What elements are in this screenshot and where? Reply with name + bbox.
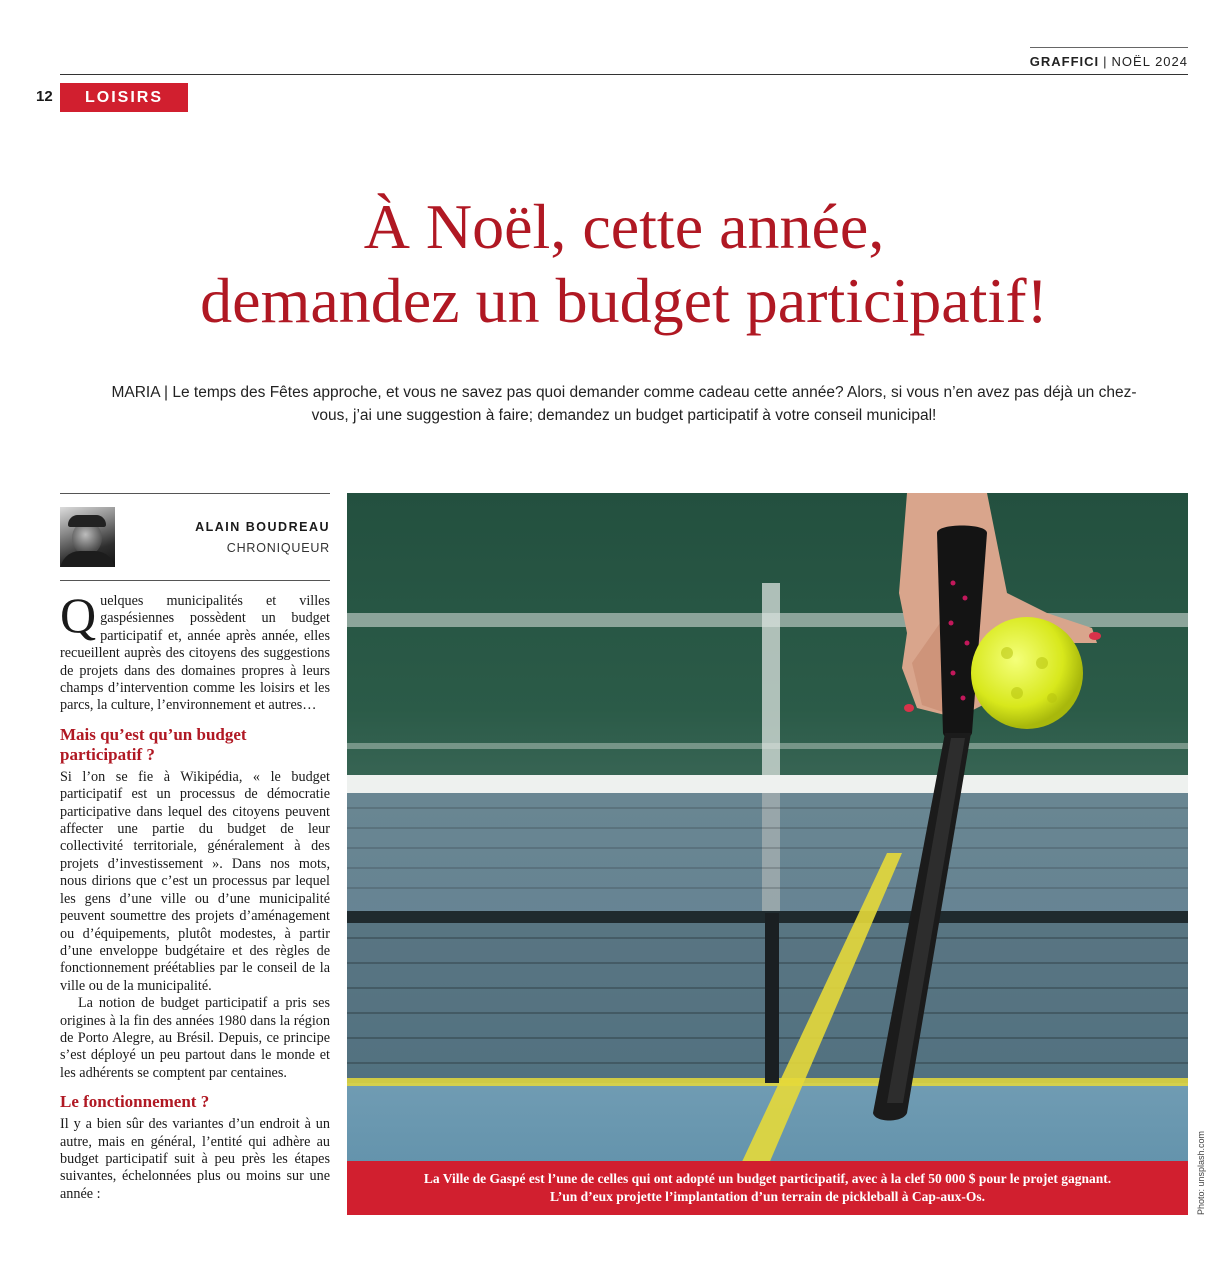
origins-paragraph: La notion de budget participatif a pris ses origines à la fin des années 1980 dans la région de Porto Alegre, au Brésil. Depuis, ce principe s’est déployé un peu partout dans le monde et les adhérents se comptent par centaines. xyxy=(60,995,330,1081)
headline-line-1: À Noël, cette année, xyxy=(363,191,885,262)
headline xyxy=(60,190,1188,338)
subhead-functioning: Le fonctionnement ? xyxy=(60,1092,210,1112)
masthead-separator: | xyxy=(1103,54,1108,69)
headline-line-2: demandez un budget participatif! xyxy=(200,265,1048,336)
definition-paragraph: Si l’on se fie à Wikipédia, « le budget participatif est un processus de démocratie participative dans lequel des citoyens peuvent affecter une partie du budget de leur collectivité territoriale, généralement à des projets d’investissement ». Dans nos mots, nous dirions que c’est un processus par lequel les gens d’une ville ou d’une municipalité peuvent soumettre des projets d’aménagement ou d’équipements, plutôt modestes, à partir d’une enveloppe budgétaire et des règles de fonctionnement préétablies par le conseil de la ville ou de la municipalité. xyxy=(60,768,330,994)
subhead-definition: Mais qu’est qu’un budget participatif ? xyxy=(60,724,247,764)
author-role: CHRONIQUEUR xyxy=(226,541,330,555)
byline-rule-bottom xyxy=(60,580,330,581)
article-body xyxy=(60,587,330,1203)
author-name: ALAIN BOUDREAU xyxy=(195,520,330,534)
header-rule xyxy=(60,74,1188,75)
intro-paragraph xyxy=(60,587,330,715)
photo-credit: Photo: unsplash.com xyxy=(1196,1130,1206,1215)
byline-rule-top xyxy=(60,493,330,494)
author-avatar xyxy=(60,507,115,567)
avatar-body xyxy=(60,551,115,567)
caption-line-1: La Ville de Gaspé est l’une de celles qui ont adopté un budget participatif, avec à la clef 50 000 $ pour le projet gagnant. xyxy=(423,1171,1112,1186)
intro-text: uelques municipalités et villes gaspésiennes possèdent un budget participatif et, année après année, elles recueillent auprès des citoyens des suggestions de projets dans des domaines propres à leurs champs d’intervention comme les loisirs et les parcs, la culture, l’environnement et autres… xyxy=(60,593,330,714)
page-number: 12 xyxy=(36,88,53,105)
functioning-paragraph: Il y a bien sûr des variantes d’un endroit à un autre, mais en général, l’entité qui adhère au budget participatif suit à peu près les étapes suivantes, échelonnées plus ou moins sur une année : xyxy=(60,1116,330,1202)
caption-line-2: L’un d’eux projette l’implantation d’un terrain de pickleball à Cap-aux-Os. xyxy=(549,1189,986,1204)
edition-label: NOËL 2024 xyxy=(1111,54,1188,69)
masthead-rule xyxy=(1030,47,1188,48)
masthead xyxy=(1030,54,1188,69)
avatar-cap xyxy=(68,515,106,527)
pickleball-paddle-and-ball-icon xyxy=(347,493,1188,1215)
section-tag: LOISIRS xyxy=(60,83,188,112)
pickleball-photo xyxy=(347,493,1188,1215)
brand-name: GRAFFICI xyxy=(1029,54,1100,69)
photo-caption xyxy=(347,1161,1188,1215)
lede: MARIA | Le temps des Fêtes approche, et vous ne savez pas quoi demander comme cadeau cette année? Alors, si vous n’en avez pas déjà un chez-vous, j’ai une suggestion à faire; demandez un budget participatif à votre conseil municipal! xyxy=(111,384,1137,424)
dropcap: Q xyxy=(60,587,97,643)
